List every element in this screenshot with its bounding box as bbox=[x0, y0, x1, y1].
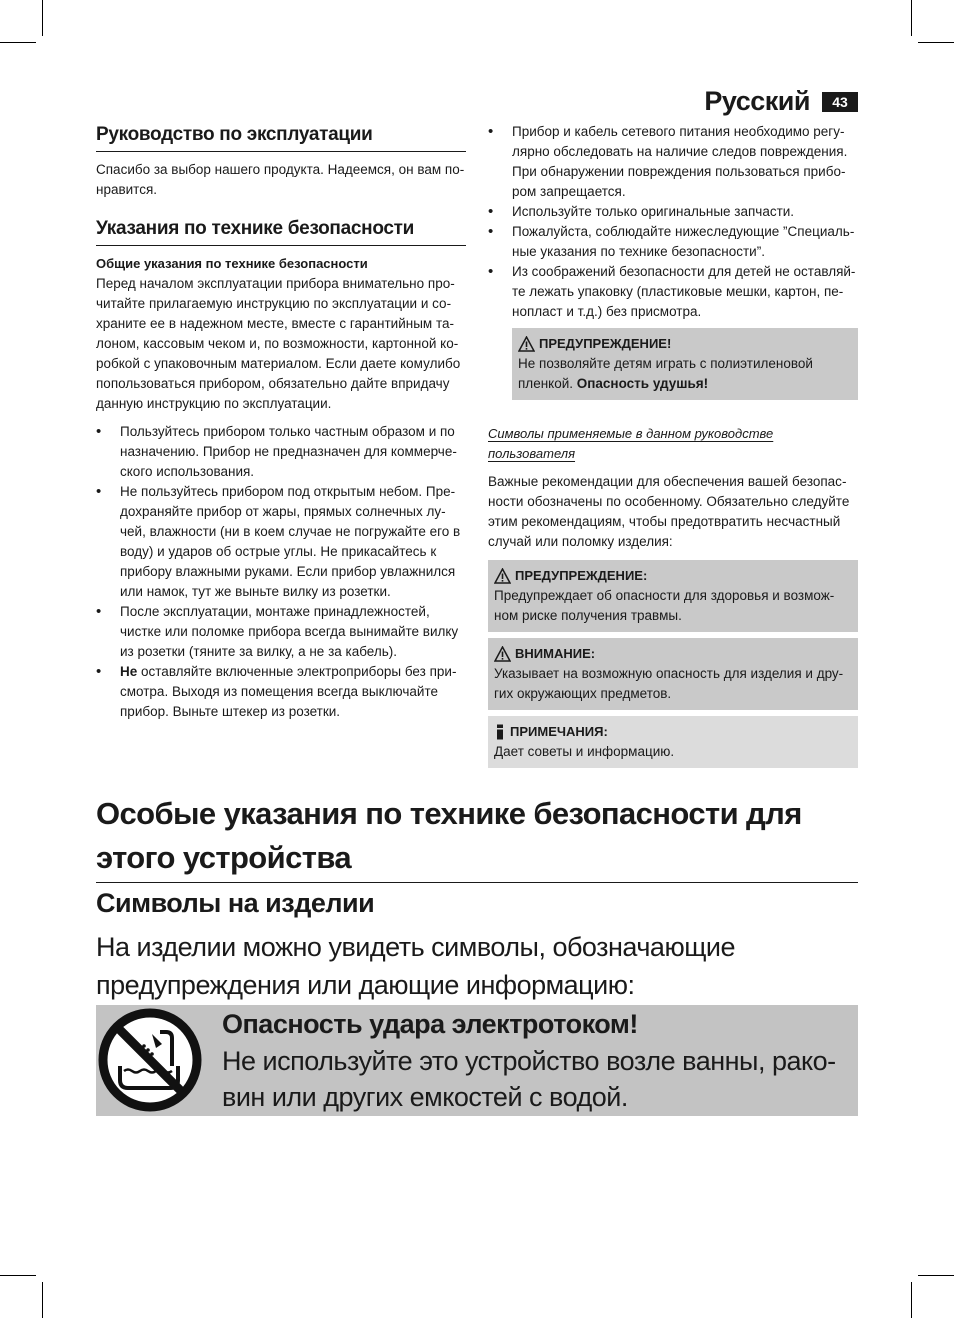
box-title: ПРЕДУПРЕЖДЕНИЕ: bbox=[515, 568, 648, 583]
no-bath-shower-icon bbox=[98, 1008, 202, 1112]
list-item: • Пользуйтесь прибором только частным образом и по назначению. Прибор не предназначен для коммерческого использования. bbox=[96, 422, 466, 482]
left-bullet-list bbox=[96, 422, 466, 722]
box-text: Дает советы и информацию. bbox=[494, 744, 675, 759]
box-title: ПРИМЕЧАНИЯ: bbox=[510, 724, 608, 739]
warning-triangle-icon bbox=[494, 568, 511, 584]
manual-title: Руководство по эксплуатации bbox=[96, 124, 466, 152]
intro-text: Спасибо за выбор нашего продукта. Надеемся, он вам понравится. bbox=[96, 162, 465, 197]
bold-not: Не bbox=[120, 664, 138, 679]
page-number: 43 bbox=[822, 92, 858, 112]
crop-mark bbox=[0, 42, 36, 43]
warning-triangle-icon bbox=[494, 646, 511, 662]
electric-shock-box bbox=[96, 1005, 858, 1116]
list-item-text: оставляйте включенные электроприборы без присмотра. Выходя из помещения всегда выключайте прибор. Выньте штекер из розетки. bbox=[120, 664, 457, 719]
crop-mark bbox=[42, 0, 43, 36]
note-symbol-box bbox=[488, 716, 858, 768]
warning-symbol-box bbox=[488, 560, 858, 632]
list-item: • Прибор и кабель сетевого питания необходимо регулярно обследовать на наличие следов повреждения. При обнаружении повреждения пользоваться прибором запрещается. bbox=[488, 122, 858, 202]
symbols-intro: Важные рекомендации для обеспечения вашей безопасности обозначены по особенному. Обязательно следуйте этим рекомендациям, чтобы предотвратить несчастный случай или поломку изделия: bbox=[488, 474, 850, 549]
crop-mark bbox=[911, 0, 912, 36]
symbol-boxes bbox=[488, 560, 858, 768]
warning-triangle-icon bbox=[518, 336, 535, 352]
list-item: • Не пользуйтесь прибором под открытым небом. Предохраняйте прибор от жары, прямых солнечных лучей, влажности (ни в коем случае не погружайте его в воду) и ударов об острые углы. Не прикасайтесь к прибору влажными руками. Если прибор увлажнился или намок, тут же выньте вилку из розетки. bbox=[96, 482, 466, 602]
box-title: ВНИМАНИЕ: bbox=[515, 646, 596, 661]
list-item: • Пожалуйста, соблюдайте нижеследующие ”Специальные указания по технике безопасности”. bbox=[488, 222, 858, 262]
general-safety-text: Перед началом эксплуатации прибора внимательно прочитайте прилагаемую инструкцию по эксплуатации и сохраните ее в надежном месте, вместе с гарантийным талоном, кассовым чеком и, по возможности, картонной коробкой с упаковочным материалом. Если даете комулибо попользоваться прибором, обязательно дайте впридачу данную инструкцию по эксплуатации. bbox=[96, 276, 461, 411]
language-header: Русский bbox=[704, 86, 810, 116]
box-text: Предупреждает об опасности для здоровья и возможном риске получения травмы. bbox=[494, 588, 835, 623]
right-bullet-list bbox=[488, 122, 858, 322]
product-symbols-title: Символы на изделии bbox=[96, 888, 375, 918]
general-safety-title: Общие указания по технике безопасности bbox=[96, 256, 368, 271]
right-column bbox=[488, 122, 858, 774]
box-text: Указывает на возможную опасность для изделия и других окружающих предметов. bbox=[494, 666, 844, 701]
left-column bbox=[96, 122, 466, 722]
crop-mark bbox=[42, 1282, 43, 1318]
list-item: • После эксплуатации, монтаже принадлежностей, чистке или поломке прибора всегда вынимайте вилку из розетки (тяните за вилку, а не за кабель). bbox=[96, 602, 466, 662]
warning-bold: Опасность удушья! bbox=[576, 376, 709, 391]
symbols-title: Символы применяемые в данном руководстве пользователя bbox=[488, 426, 774, 461]
crop-mark bbox=[911, 1282, 912, 1318]
warning-title: ПРЕДУПРЕЖДЕНИЕ! bbox=[539, 336, 672, 351]
shock-title: Опасность удара электротоком! bbox=[222, 1009, 638, 1039]
crop-mark bbox=[918, 1275, 954, 1276]
crop-mark bbox=[0, 1275, 36, 1276]
caution-symbol-box bbox=[488, 638, 858, 710]
list-item bbox=[96, 662, 466, 722]
list-item: • Из соображений безопасности для детей не оставляйте лежать упаковку (пластиковые мешки, картон, пенопласт и т.д.) без присмотра. bbox=[488, 262, 858, 322]
warning-box bbox=[512, 328, 858, 400]
product-symbols-intro: На изделии можно увидеть символы, обозначающие предупреждения или дающие информацию: bbox=[96, 932, 736, 1000]
special-safety-title: Особые указания по технике безопасности для этого устройства bbox=[96, 792, 858, 883]
safety-title: Указания по технике безопасности bbox=[96, 218, 466, 246]
info-icon bbox=[494, 724, 506, 740]
warning-text: Не позволяйте детям играть с полиэтиленовой пленкой. bbox=[518, 356, 813, 391]
shock-text: Не используйте это устройство возле ванны, раковин или других емкостей с водой. bbox=[222, 1046, 837, 1112]
list-item: • Используйте только оригинальные запчасти. bbox=[488, 202, 858, 222]
crop-mark bbox=[918, 42, 954, 43]
